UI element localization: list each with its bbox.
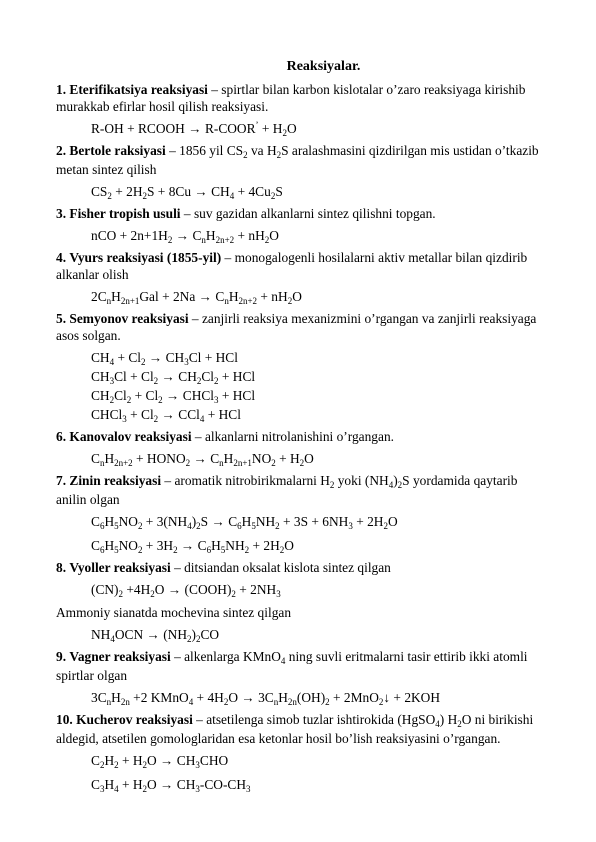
reaction-description: – atsetilenga simob tuzlar ishtirokida (HgSO$_4$) $H_2O$ ni birikishi aldegid, atsetilen gomologlaridan esa ketonlar hosil bo’lish reaksiyasini o’rgangan. [56,712,534,746]
equation: R-OH + RCOOH → R-COOR’ + $H_2O$ [91,120,297,138]
item-number: 4. [56,250,67,265]
reaction-item-3 [56,205,551,222]
reaction-item-9 [56,648,551,684]
equation: $C_3H_4 + H_2O \to CH_3-CO-CH_3$ [91,777,251,794]
equation: $NH_4OCN \to (NH_2)_2CO$ [91,627,220,644]
reaction-name: Semyonov reaksiyasi [69,311,189,326]
item-number: 2. [56,143,67,158]
item-number: 1. [56,82,67,97]
equation: $(CN)_2 +4H_2O$ → $(COOH)_2 + 2NH_3$ [91,582,281,599]
reaction-description: – aromatik nitrobirikmalarni $H_2$ yoki $(NH_4)_2S$ yordamida qaytarib anilin olgan [56,473,518,507]
item-number: 6. [56,429,67,444]
page-title: Reaksiyalar. [286,59,361,74]
equation: $CH_2Cl_2 + Cl_2$ → CHCl$_3$ + HCl [91,388,256,405]
reaction-description: – spirtlar bilan karbon kislotalar o’zaro reaksiyaga kirishib murakkab efirlar hosil qilish reaksiyasi. [56,82,526,114]
equation: nCO + $2n+1H_2 \to C_nH_{2n+2} + nH_2O$ [91,228,279,245]
reaction-description: – monogalogenli hosilalarni aktiv metallar bilan qizdirib alkanlar olish [56,250,528,282]
reaction-name: Kanovalov reaksiyasi [69,429,192,444]
reaction-name: Kucherov reaksiyasi [76,712,193,727]
item-number: 7. [56,473,67,488]
reaction-name: Vyurs reaksiyasi (1855-yil) [69,250,222,265]
reaction-name: Bertole raksiyasi [69,143,166,158]
reaction-name: Fisher tropish usuli [69,206,181,221]
reaction-description: – zanjirli reaksiya mexanizmini o’rgangan va zanjirli reaksiyaga asos solgan. [56,311,537,343]
reaction-item-2 [56,142,551,178]
reaction-item-10 [56,711,551,747]
equation: $2C_nH_{2n+1}Gal + 2Na \to C_nH_{2n+2} + nH_2O$ [91,289,302,306]
item-number: 9. [56,649,67,664]
reaction-name: Vyoller reaksiyasi [69,560,171,575]
reaction-description: – alkenlarga KMnO$_4$ ning suvli eritmalarni tasir ettirib ikki atomli spirtlar olgan [56,649,528,683]
item-number: 10. [56,712,73,727]
reaction-name: Vagner reaksiyasi [69,649,171,664]
reaction-name: Zinin reaksiyasi [69,473,162,488]
equation: CHCl$_3$ + $Cl_2 \to CCl_4$ + HCl [91,407,241,424]
item-number: 8. [56,560,67,575]
equation: $CH_3Cl + Cl_2 \to CH_2Cl_2$ + HCl [91,369,256,386]
reaction-item-5 [56,310,551,344]
equation: $3C_nH_{2n} +2$ KMnO$_4$ + $4H_2O \to 3C_nH_{2n}(OH)_2$ + 2MnO$_2$↓ + 2KOH [91,690,441,707]
reaction-item-1 [56,81,551,115]
equation: $C_6H_5NO_2 + 3(NH_4)_2S \to C_6H_5NH_2 + 3S + 6NH_3 + 2H_2O$ [91,514,398,531]
item-number: 3. [56,206,67,221]
reaction-description: – suv gazidan alkanlarni sintez qilishni topgan. [180,206,436,221]
equation: $C_6H_5NO_2 + 3H_2 \to C_6H_5NH_2 + 2H_2O$ [91,538,294,555]
equation: $CH_4 + Cl_2 \to CH_3Cl$ + HCl [91,350,238,367]
document-page [56,58,551,795]
equation: $CS_2 + 2H_2S + 8Cu \to CH_4 + 4Cu_2S$ [91,184,283,201]
reaction-item-6 [56,428,551,445]
reaction-item-4 [56,249,551,283]
reaction-description: – ditsiandan oksalat kislota sintez qilgan [170,560,391,575]
item-number: 5. [56,311,67,326]
reaction-description: – 1856 yil $CS_2$ va $H_2S$ aralashmasini qizdirilgan mis ustidan o’tkazib metan sintez qilish [56,143,539,177]
ammoniy-note: Ammoniy sianatda mochevina sintez qilgan [56,605,292,620]
reaction-item-8 [56,559,551,576]
equation: $C_nH_{2n+2}$ + $HONO_2 \to C_nH_{2n+1}NO_2 + H_2O$ [91,451,314,468]
reaction-description: – alkanlarni nitrolanishini o’rgangan. [191,429,394,444]
reaction-name: Eterifikatsiya reaksiyasi [69,82,208,97]
reaction-item-7 [56,472,551,508]
equation: $C_2H_2 + H_2O \to CH_3CHO$ [91,753,229,770]
